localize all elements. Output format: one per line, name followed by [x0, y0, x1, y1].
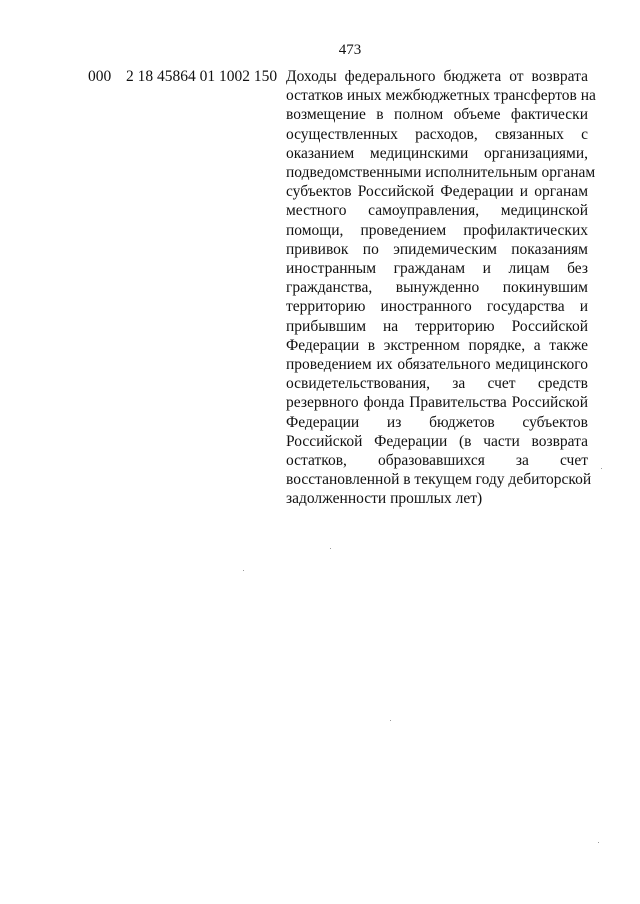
description-line: оказанием медицинскими организациями, — [286, 144, 588, 162]
description-line: остатков иных межбюджетных трансфертов на — [286, 87, 596, 105]
description-line: Федерации из бюджетов субъектов — [286, 413, 588, 431]
description-line: Федерации в экстренном порядке, а также — [286, 336, 588, 354]
description-line: гражданства, вынужденно покинувшим — [286, 279, 588, 297]
description-line: восстановленной в текущем году дебиторской — [286, 471, 592, 489]
description-line: Российской Федерации (в части возврата — [286, 432, 588, 450]
scan-speck — [390, 720, 391, 721]
page-number: 473 — [338, 42, 362, 58]
description-line: освидетельствования, за счет средств — [286, 375, 588, 393]
description-line: местного самоуправления, медицинской — [286, 202, 588, 220]
description-line: резервного фонда Правительства Российской — [286, 394, 588, 412]
administrator-code: 000 — [88, 68, 112, 85]
description-line: остатков, образовавшихся за счет — [286, 452, 588, 470]
description-line: территорию иностранного государства и — [286, 298, 588, 316]
description-line: помощи, проведением профилактических — [286, 221, 588, 239]
description-line: задолженности прошлых лет) — [286, 490, 483, 508]
scan-speck — [601, 468, 602, 469]
description-line: прививок по эпидемическим показаниям — [286, 240, 588, 258]
scan-speck — [330, 548, 331, 549]
description-line: прибывшим на территорию Российской — [286, 317, 588, 335]
scan-speck — [243, 570, 244, 571]
description-line: Доходы федерального бюджета от возврата — [286, 68, 588, 85]
description-line: субъектов Российской Федерации и органам — [286, 183, 588, 201]
scan-speck — [598, 842, 599, 843]
description-line: подведомственными исполнительным органам — [286, 164, 596, 182]
description-line: проведением их обязательного медицинского — [286, 356, 588, 374]
description-line: возмещение в полном объеме фактически — [286, 106, 588, 124]
budget-classification-code: 2 18 45864 01 1002 150 — [126, 68, 278, 85]
description-line: иностранным гражданам и лицам без — [286, 260, 588, 278]
description-line: осуществленных расходов, связанных с — [286, 125, 588, 143]
revenue-description — [286, 67, 596, 509]
